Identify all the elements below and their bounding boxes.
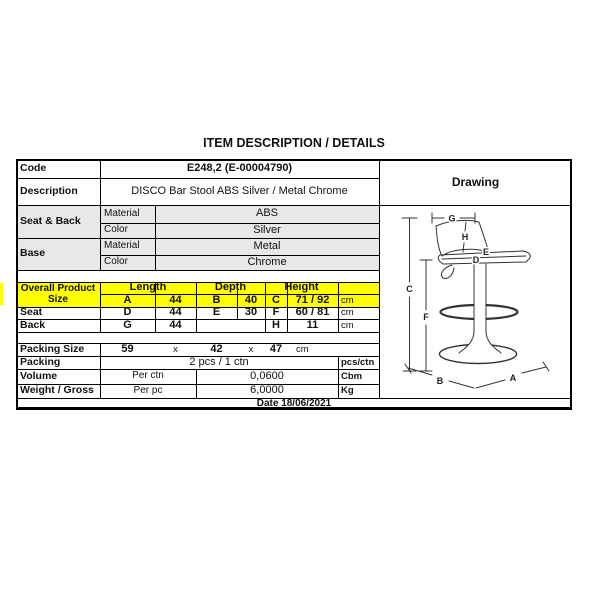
packing-value: 2 pcs / 1 ctn	[189, 355, 249, 368]
seat-depth-key: E	[212, 306, 221, 319]
overall-label-line1: Overall Product	[20, 283, 96, 294]
seat-back-color-value: Silver	[253, 223, 281, 236]
packing-size-label: Packing Size	[20, 342, 85, 355]
volume-unit: Cbm	[341, 370, 363, 382]
grid-line	[16, 270, 379, 271]
stool-lever	[441, 265, 454, 278]
grid-line	[16, 332, 379, 333]
drawing-label-f: F	[423, 312, 429, 322]
weight-label: Weight / Gross	[20, 384, 94, 397]
seat-back-color-label: Color	[104, 224, 128, 236]
code-value: E248,2 (E-00004790)	[186, 161, 293, 174]
volume-basis: Per ctn	[132, 370, 164, 382]
drawing-label-c: C	[406, 284, 413, 294]
height-header: Height	[284, 281, 319, 294]
code-label: Code	[20, 161, 47, 174]
back-row-label: Back	[20, 318, 46, 331]
overall-label-line2: Size	[47, 293, 68, 305]
packing-size-x1: x	[173, 343, 178, 355]
back-length-key: G	[123, 318, 132, 331]
stool-drawing-svg	[379, 205, 572, 398]
seat-unit: cm	[341, 307, 354, 319]
seat-depth-value: 30	[244, 306, 258, 319]
overall-length-value: 44	[169, 293, 182, 306]
date-stamp: Date 18/06/2021	[256, 397, 332, 409]
drawing-label-e: E	[482, 247, 490, 257]
volume-label: Volume	[20, 369, 58, 382]
base-color-value: Chrome	[247, 255, 287, 268]
drawing-label-b: B	[436, 376, 444, 386]
packing-size-unit: cm	[296, 343, 309, 355]
length-header: Length	[129, 281, 167, 294]
seat-row-label: Seat	[20, 306, 43, 319]
overall-height-value: 71 / 92	[295, 293, 330, 306]
packing-size-depth: 42	[210, 342, 223, 355]
packing-size-height: 47	[269, 342, 283, 355]
drawing-label-g: G	[448, 213, 456, 224]
drawing-header: Drawing	[451, 174, 500, 189]
page-title: ITEM DESCRIPTION / DETAILS	[203, 135, 385, 150]
packing-size-x2: x	[248, 343, 254, 355]
overall-depth-key: B	[212, 293, 221, 306]
overall-unit: cm	[341, 294, 354, 306]
yellow-edge-artifact	[0, 283, 3, 305]
base-material-value: Metal	[253, 239, 281, 252]
dim-line-h	[465, 222, 466, 231]
overall-height-key: C	[272, 293, 280, 306]
seat-back-label: Seat & Back	[20, 214, 81, 227]
dim-line-a	[476, 380, 505, 388]
weight-unit: Kg	[341, 385, 354, 397]
seat-length-key: D	[123, 306, 132, 319]
drawing-label-d: D	[472, 255, 480, 265]
depth-header: Depth	[214, 281, 247, 294]
base-label: Base	[20, 247, 46, 260]
back-unit: cm	[341, 319, 354, 331]
seat-back-material-value: ABS	[255, 207, 278, 220]
overall-length-key: A	[123, 293, 132, 306]
volume-value: 0,0600	[250, 369, 284, 382]
description-value: DISCO Bar Stool ABS Silver / Metal Chrome	[131, 184, 348, 197]
grid-line	[338, 356, 339, 398]
packing-size-length: 59	[121, 342, 134, 355]
drawing-label-a: A	[509, 373, 517, 383]
stool-drawing	[379, 205, 572, 398]
base-color-label: Color	[104, 256, 128, 268]
back-length-value: 44	[169, 318, 182, 331]
seat-back-material-label: Material	[104, 207, 140, 219]
seat-length-value: 44	[169, 306, 182, 319]
packing-label: Packing	[20, 355, 61, 368]
grid-line	[338, 282, 339, 332]
weight-basis: Per pc	[133, 384, 163, 396]
back-height-key: H	[272, 318, 280, 331]
overall-product-size-label	[16, 282, 100, 307]
base-material-label: Material	[104, 240, 140, 252]
drawing-label-h: H	[461, 232, 469, 242]
overall-depth-value: 40	[244, 293, 258, 306]
weight-value: 6,0000	[250, 384, 284, 397]
seat-height-value: 60 / 81	[295, 306, 330, 319]
seat-height-key: F	[272, 306, 280, 319]
description-label: Description	[20, 184, 78, 197]
back-height-value: 11	[306, 318, 319, 331]
packing-unit: pcs/ctn	[341, 356, 375, 368]
